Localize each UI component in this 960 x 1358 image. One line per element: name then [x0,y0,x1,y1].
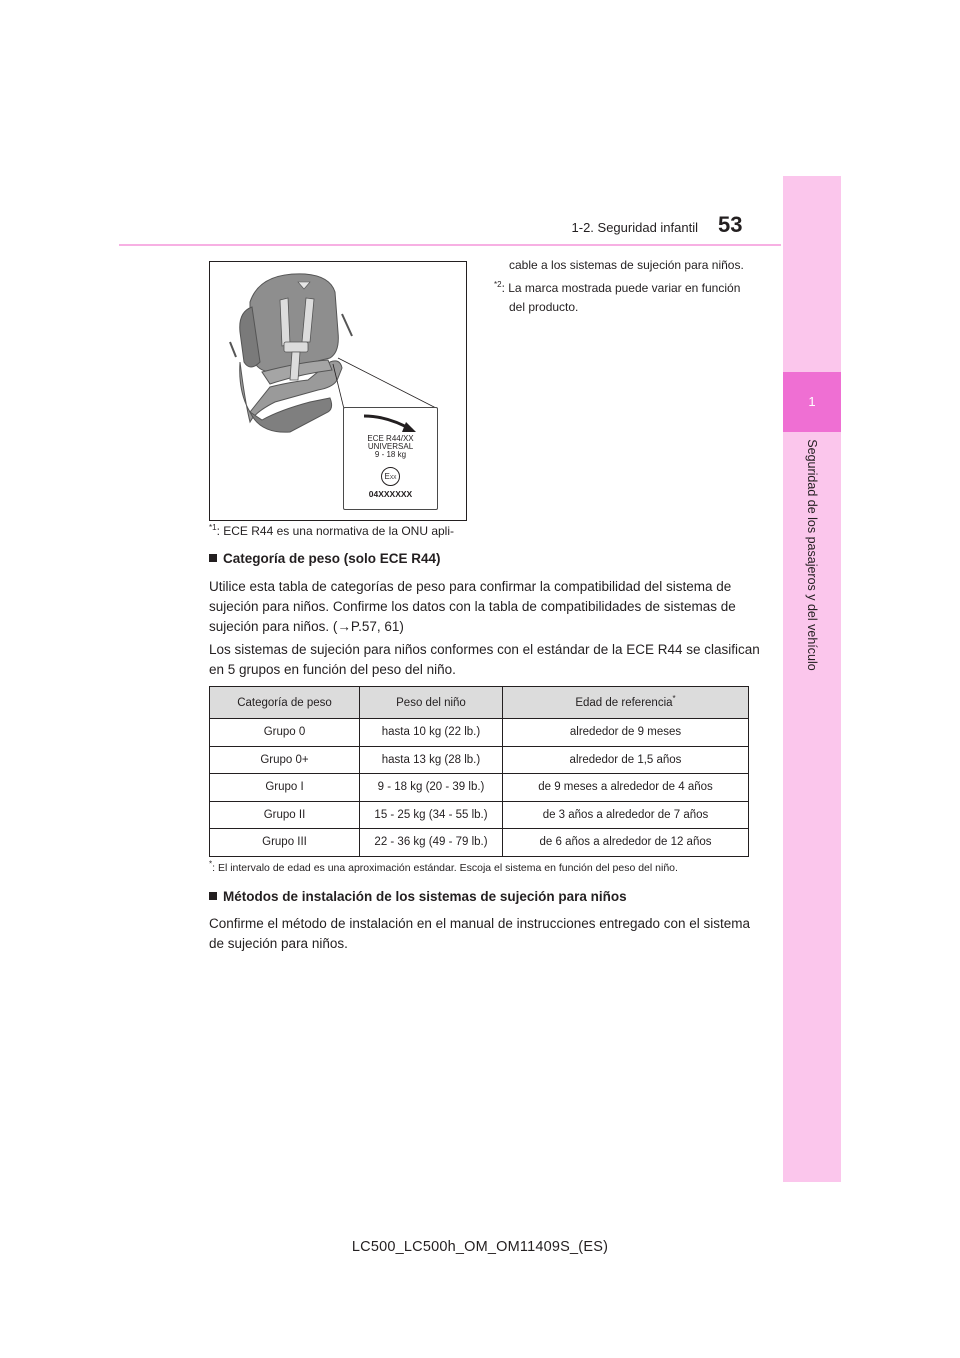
approval-mark-circle [381,467,400,486]
weight-paragraph-1 [209,577,736,637]
section-title: 1-2. Seguridad infantil [571,220,698,235]
cell-age: de 9 meses a alrededor de 4 años [503,774,749,802]
note-1-continued: cable a los sistemas de sujeción para niños. [509,258,744,272]
note-2-text: : La marca mostrada puede variar en función [501,281,741,295]
cell-weight: hasta 13 kg (28 lb.) [360,746,503,774]
chapter-number: 1 [808,394,816,409]
install-para-line1: Confirme el método de instalación en el manual de instrucciones entregado con el sistema [209,916,751,931]
cell-weight: 15 - 25 kg (34 - 55 lb.) [360,801,503,829]
cell-weight: hasta 10 kg (22 lb.) [360,719,503,747]
cell-category: Grupo III [210,829,360,857]
table-footnote-marker: * [209,859,213,869]
weight-paragraph-2 [209,640,760,680]
page-number: 53 [718,212,743,237]
cell-category: Grupo 0+ [210,746,360,774]
install-heading-text: Métodos de instalación de los sistemas de sujeción para niños [223,889,627,904]
cell-age: alrededor de 9 meses [503,719,749,747]
table-header-row [210,687,749,719]
cell-category: Grupo I [210,774,360,802]
label-arrow-icon [362,412,418,434]
col-header-category: Categoría de peso [210,687,360,719]
document-code: LC500_LC500h_OM_OM11409S_(ES) [351,1239,609,1255]
weight-heading-text: Categoría de peso (solo ECE R44) [223,551,441,566]
table-row [210,746,749,774]
weight-para1-line2: sujeción para niños. Confirme los datos con la tabla de compatibilidades de sistemas de [209,599,736,614]
table-row [210,801,749,829]
arrow-icon: → [337,619,351,634]
section-bullet-icon [209,554,217,562]
weight-para2-line2: en 5 grupos en función del peso del niño. [209,662,456,677]
table-footnote [209,859,678,874]
weight-category-heading [209,551,441,566]
approval-mark: E [384,472,390,481]
table-row [210,829,749,857]
cell-category: Grupo II [210,801,360,829]
cell-age: de 3 años a alrededor de 7 años [503,801,749,829]
note-2-marker: *2 [494,280,502,289]
cell-age: de 6 años a alrededor de 12 años [503,829,749,857]
approval-number: 04XXXXXX [368,489,413,499]
age-footnote-marker: * [672,693,676,703]
label-regulation: ECE R44/XX [367,434,414,443]
install-para-line2: de sujeción para niños. [209,936,348,951]
label-weight-range: 9 - 18 kg [374,450,407,459]
weight-para1-line3: sujeción para niños. (→P.57, 61) [209,619,404,634]
note-1-marker: *1 [209,523,217,532]
table-footnote-text: : El intervalo de edad es una aproximación estándar. Escoja el sistema en función del peso del niño. [212,862,678,874]
chapter-title: Seguridad de los pasajeros y del vehículo [805,439,819,671]
cell-weight: 22 - 36 kg (49 - 79 lb.) [360,829,503,857]
label-universal: UNIVERSAL [367,442,414,451]
page-reference: P.57, 61) [350,619,404,634]
col-header-age: Edad de referencia* [503,687,749,719]
weight-category-table [209,686,749,857]
weight-para1-line1: Utilice esta tabla de categorías de peso para confirmar la compatibilidad del sistema de [209,579,732,594]
note-1 [209,522,454,540]
section-bullet-icon [209,892,217,900]
weight-para2-line1: Los sistemas de sujeción para niños conformes con el estándar de la ECE R44 se clasifican [209,642,760,657]
col-header-weight: Peso del niño [360,687,503,719]
install-methods-heading [209,889,627,904]
table-row [210,719,749,747]
table-row [210,774,749,802]
approval-label [343,407,438,510]
cell-weight: 9 - 18 kg (20 - 39 lb.) [360,774,503,802]
chapter-tab-strip [783,176,841,1182]
note-1-text: : ECE R44 es una normativa de la ONU apli- [216,524,455,538]
approval-mark-sub: XX [389,475,397,481]
cell-category: Grupo 0 [210,719,360,747]
note-2 [494,279,740,297]
note-2-line-2: del producto. [509,300,579,314]
header-rule [119,244,781,246]
cell-age: alrededor de 1,5 años [503,746,749,774]
install-paragraph [209,914,750,954]
